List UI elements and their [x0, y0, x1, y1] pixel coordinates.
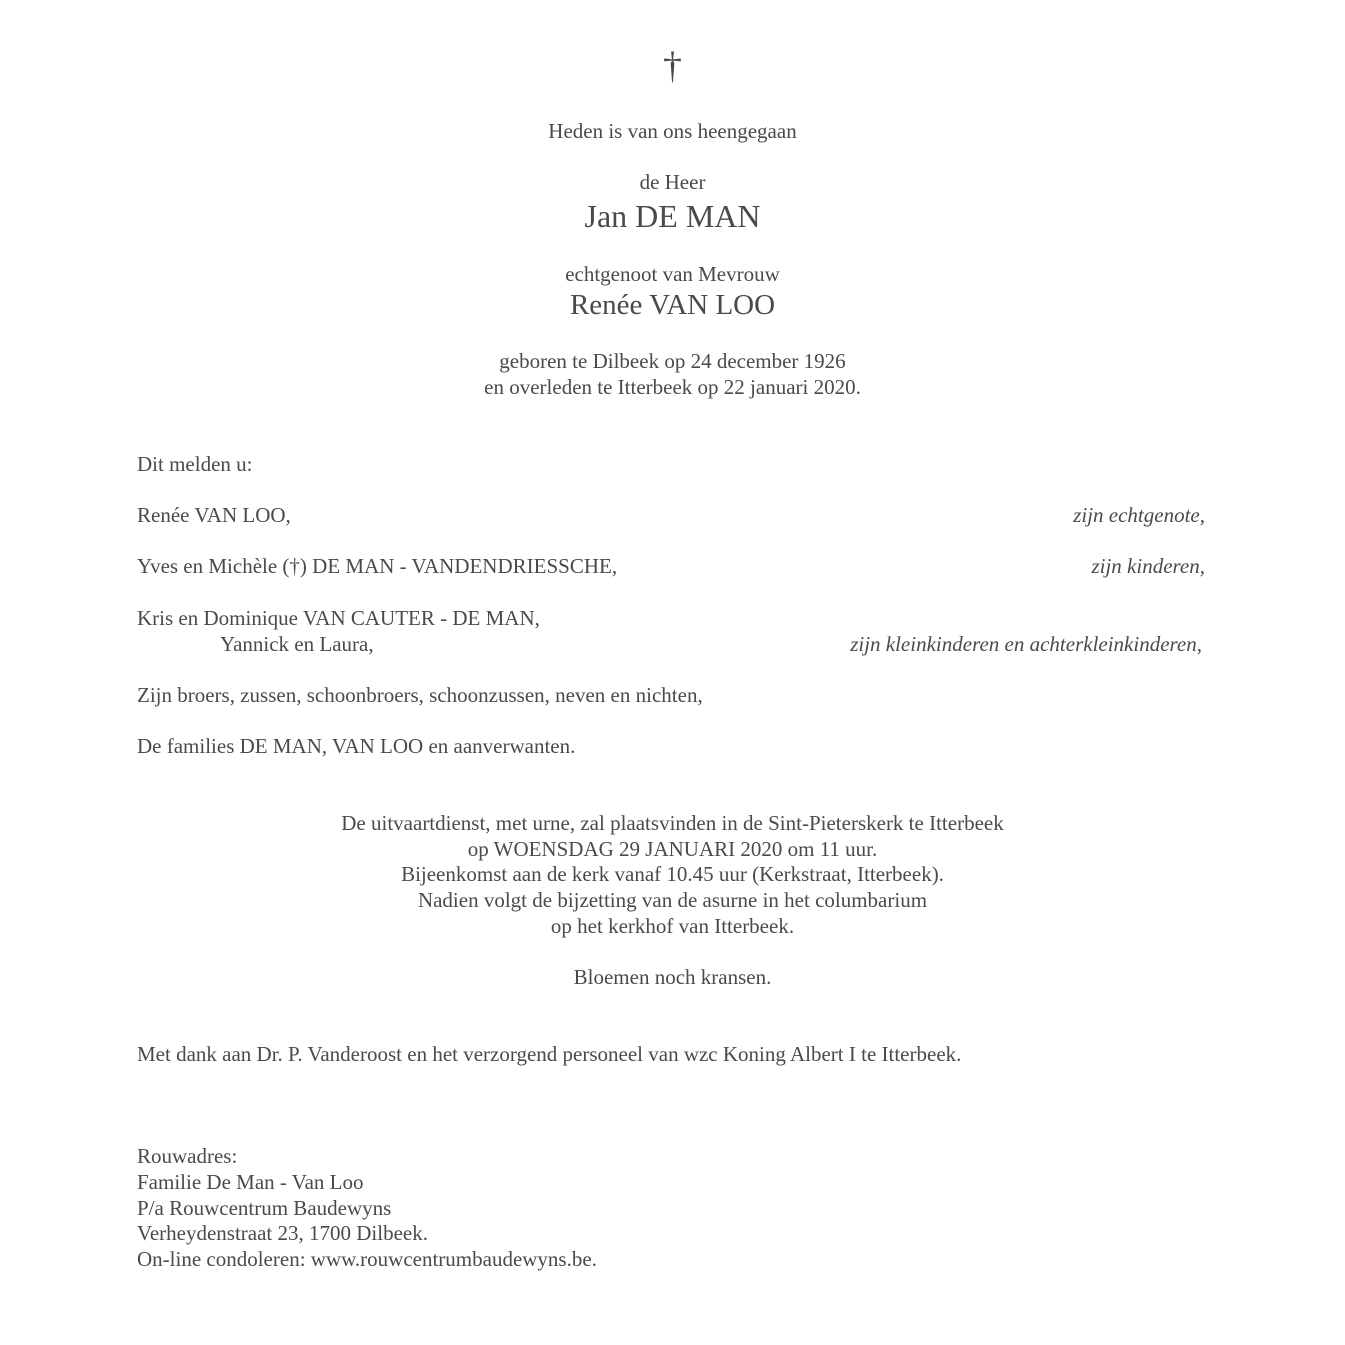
families-line: De families DE MAN, VAN LOO en aanverwanten. [137, 734, 576, 758]
service-line: op WOENSDAG 29 JANUARI 2020 om 11 uur. [467, 837, 878, 861]
service-line: Bijeenkomst aan de kerk vanaf 10.45 uur (Kerkstraat, Itterbeek). [401, 862, 944, 886]
relation-grandchildren: zijn kleinkinderen en achterkleinkinderen, [850, 632, 1202, 656]
thanks-line: Met dank aan Dr. P. Vanderoost en het verzorgend personeel van wzc Koning Albert I te Itterbeek. [137, 1042, 962, 1066]
spouse-name: Renée VAN LOO [569, 289, 776, 321]
flowers-note: Bloemen noch kransen. [573, 965, 772, 989]
relation-spouse: zijn echtgenote, [1073, 503, 1205, 527]
service-line: Nadien volgt de bijzetting van de asurne in het columbarium [417, 888, 928, 912]
address-line: P/a Rouwcentrum Baudewyns [137, 1196, 392, 1220]
title-prefix: de Heer [639, 170, 706, 194]
announcement-intro: Dit melden u: [137, 452, 253, 476]
mourner-children: Yves en Michèle (†) DE MAN - VANDENDRIESSCHE, [137, 554, 618, 578]
condolence-line: On-line condoleren: www.rouwcentrumbaudewyns.be. [137, 1247, 597, 1271]
address-line: Verheydenstraat 23, 1700 Dilbeek. [137, 1221, 428, 1245]
mourner-spouse: Renée VAN LOO, [137, 503, 291, 527]
cross-symbol: † [663, 45, 682, 87]
relatives-line: Zijn broers, zussen, schoonbroers, schoonzussen, neven en nichten, [137, 683, 703, 707]
service-line: op het kerkhof van Itterbeek. [550, 914, 795, 938]
birth-line: geboren te Dilbeek op 24 december 1926 [499, 349, 846, 373]
address-line: Familie De Man - Van Loo [137, 1170, 364, 1194]
deceased-name: Jan DE MAN [584, 198, 761, 234]
relation-children: zijn kinderen, [1091, 554, 1205, 578]
service-line: De uitvaartdienst, met urne, zal plaatsvinden in de Sint-Pieterskerk te Itterbeek [341, 811, 1004, 835]
spouse-prefix: echtgenoot van Mevrouw [565, 262, 780, 286]
intro-text: Heden is van ons heengegaan [548, 119, 797, 143]
mourner-grandchildren: Kris en Dominique VAN CAUTER - DE MAN, [137, 606, 540, 630]
address-label: Rouwadres: [137, 1144, 238, 1168]
mourner-great-grandchildren: Yannick en Laura, [220, 632, 374, 656]
death-line: en overleden te Itterbeek op 22 januari 2020. [484, 375, 861, 399]
